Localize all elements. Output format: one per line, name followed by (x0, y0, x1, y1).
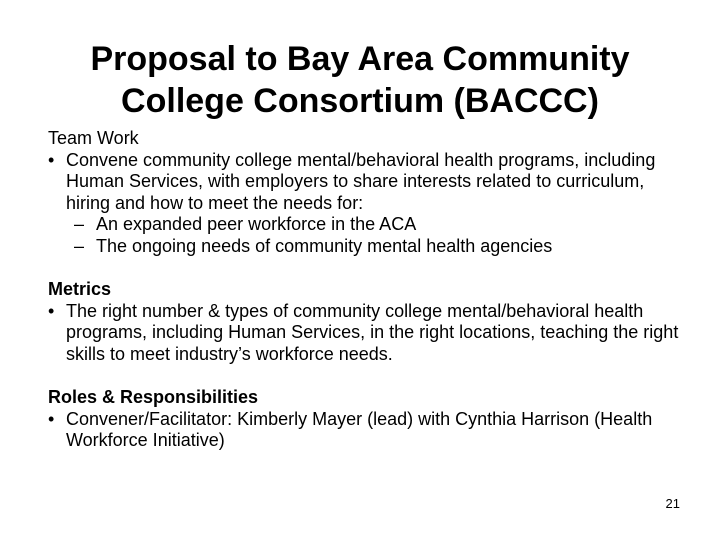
dash-icon: – (74, 235, 85, 256)
bullet-item (48, 150, 688, 215)
page-number: 21 (665, 496, 680, 511)
bullet-text: Convener/Facilitator: Kimberly Mayer (lead) with Cynthia Harrison (Health Workforce Initiative) (66, 408, 653, 450)
section-roles (48, 387, 688, 452)
title-line-1: Proposal to Bay Area Community (90, 40, 630, 78)
sub-bullet-text: An expanded peer workforce in the ACA (96, 214, 417, 234)
slide-body (48, 128, 688, 474)
bullet-text: Convene community college mental/behavioral health programs, including Human Services, with employers to share interests related to curriculum, hiring and how to meet the needs for: (66, 149, 656, 213)
section-team-work (48, 128, 688, 257)
section-heading: Team Work (48, 128, 139, 148)
slide-title (40, 38, 680, 122)
sub-bullet-text: The ongoing needs of community mental health agencies (96, 235, 553, 256)
dash-icon: – (74, 214, 85, 234)
sub-bullet-item (74, 236, 688, 258)
section-heading: Metrics (48, 279, 112, 299)
bullet-icon: • (48, 149, 55, 170)
sub-bullet-item (74, 214, 688, 236)
bullet-text: The right number & types of community college mental/behavioral health programs, including Human Services, in the right locations, teaching the right skills to meet industry’s workforce needs. (66, 300, 679, 364)
title-line-2: College Consortium (BACCC) (121, 82, 599, 120)
section-metrics (48, 279, 688, 365)
bullet-item (48, 409, 688, 452)
bullet-icon: • (48, 300, 55, 321)
bullet-icon: • (48, 408, 55, 429)
bullet-item (48, 301, 688, 366)
section-heading: Roles & Responsibilities (48, 387, 259, 407)
